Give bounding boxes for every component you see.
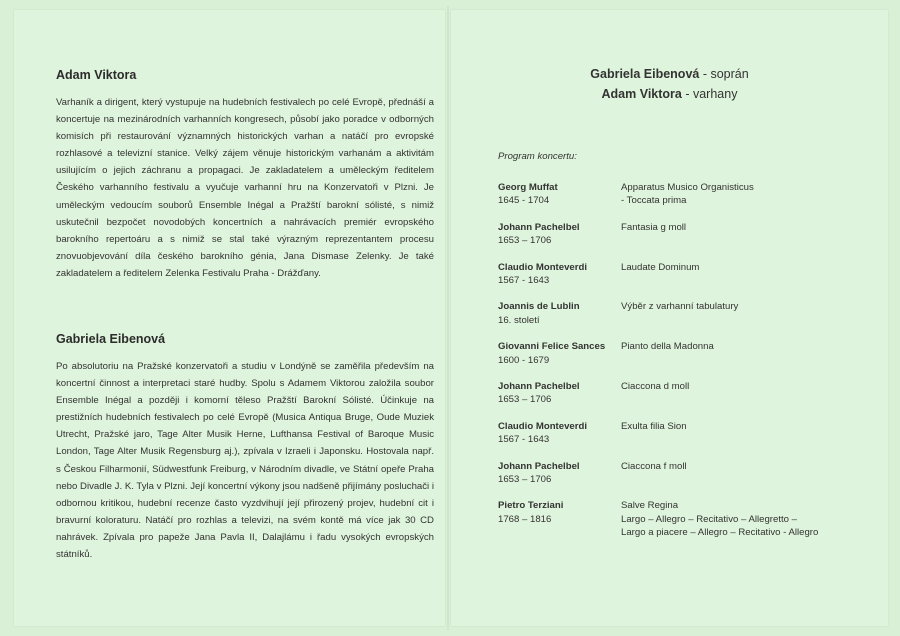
work-title-line: Salve Regina — [621, 500, 679, 512]
composer-years: 1645 - 1704 — [498, 195, 550, 207]
performer-line — [451, 64, 888, 84]
program-composer — [498, 181, 621, 221]
bio-text: Po absolutoriu na Pražské konzervatoři a studiu v Londýně se zaměřila především na koncertní činnost a interpretaci staré hudby. Spolu s Adamem Viktorou založila soubor Ensemble Inégal a později i komorní těleso Pražští Barokní Sólisté. Účinkuje na prestižních hudebních festivalech po celé Evropě (Musica Antiqua Bruge, Oude Muziek Utrecht, Pražské jaro, Tage Alter Musik Herne, Lufthansa Festival of Baroque Music London, Tage Alter Musik Regensburg aj.), zpívala v Izraeli i Japonsku. Hostovala např. s Českou Filharmonií, Südwestfunk Freiburg, v Národním divadle, ve Státní opeře Praha nebo Divadle J. K. Tyla v Plzni. Její koncertní výkony jsou nadšeně přijímány posluchači i odbornou kritikou, hudební recenze často vyzdvihují její přirozený projev, hudební cit i bravurní koloraturu. Natáčí pro rozhlas a televizi, na svém kontě má více jak 30 CD nahrávek. Zpívala pro papeže Jana Pavla II, Dalajlámu i řadu vysokých evropských státníků. — [56, 361, 434, 561]
program-item — [498, 221, 878, 261]
composer-years: 16. století — [498, 314, 540, 326]
composer-years: 1567 - 1643 — [498, 275, 550, 286]
work-title-line: Exulta filia Sion — [621, 420, 687, 432]
program-work — [621, 460, 878, 500]
program-label: Program koncertu: — [498, 151, 577, 162]
work-title-line: Výběr z varhanní tabulatury — [621, 301, 739, 313]
performer-name: Gabriela Eibenová — [590, 67, 700, 81]
work-title-line: Apparatus Musico Organisticus — [621, 182, 754, 193]
program-item — [498, 261, 878, 301]
composer-name: Johann Pachelbel — [498, 460, 580, 472]
work-title-line: Pianto della Madonna — [621, 341, 714, 353]
composer-name: Giovanni Felice Sances — [498, 341, 606, 353]
program-item — [498, 181, 878, 221]
program-item — [498, 420, 878, 460]
composer-name: Georg Muffat — [498, 182, 558, 193]
program-work — [621, 181, 878, 221]
composer-years: 1653 – 1706 — [498, 235, 552, 247]
program-work — [621, 380, 878, 420]
program-item — [498, 460, 878, 500]
composer-name: Claudio Monteverdi — [498, 261, 588, 273]
composer-years: 1600 - 1679 — [498, 354, 550, 366]
program-composer — [498, 261, 621, 301]
performer-name: Adam Viktora — [601, 87, 682, 101]
program-item — [498, 499, 878, 539]
right-page — [451, 10, 888, 626]
composer-years: 1653 – 1706 — [498, 394, 552, 406]
work-title-line: Largo – Allegro – Recitativo – Allegretto – — [621, 513, 797, 525]
performer-role: - varhany — [681, 87, 738, 101]
program-composer — [498, 340, 621, 380]
composer-name: Johann Pachelbel — [498, 380, 580, 392]
program-list — [498, 181, 878, 539]
bio-heading: Gabriela Eibenová — [56, 332, 166, 346]
composer-years: 1653 – 1706 — [498, 473, 552, 485]
program-item — [498, 380, 878, 420]
bio-text: Varhaník a dirigent, který vystupuje na hudebních festivalech po celé Evropě, přednáší a koncertuje na mezinárodních varhanních kongresech, působí jako poradce v odborných komisích při restaurování významných historických varhan a natáčí pro evropské rozhlasové a televizní stanice. Velký zájem věnuje historickým varhanám a aktivitám usilujícím o jejich záchranu a propagaci. Je zakladatelem a uměleckým ředitelem Českého varhanního festivalu a vyučuje varhanní hru na Konzervatoři v Plzni. Je uměleckým vedoucím souborů Ensemble Inégal a Pražští barokní sólisté, s nimiž uskutečnil bezpočet novodobých koncertních a nahrávacích premiér evropského barokního repertoáru a s nimiž se stal také výrazným reprezentantem procesu znovuobjevování díla českého barokního génia, Jana Dismase Zelenky. Je také zakladatelem a ředitelem Zelenka Festivalu Praha - Drážďany. — [56, 97, 434, 279]
program-work — [621, 420, 878, 460]
left-page — [14, 10, 445, 626]
bio-gabriela-eibenova — [56, 332, 434, 563]
program-work — [621, 340, 878, 380]
composer-name: Johann Pachelbel — [498, 221, 580, 233]
program-item — [498, 300, 878, 340]
program-composer — [498, 460, 621, 500]
work-title-line: - Toccata prima — [621, 195, 687, 207]
performer-role: - soprán — [699, 67, 749, 81]
work-title-line: Fantasia g moll — [621, 221, 687, 233]
work-title-line: Laudate Dominum — [621, 261, 700, 273]
program-composer — [498, 221, 621, 261]
bio-heading: Adam Viktora — [56, 68, 137, 82]
composer-years: 1768 – 1816 — [498, 513, 552, 525]
work-title-line: Largo a piacere – Allegro – Recitativo - Allegro — [621, 527, 819, 539]
program-composer — [498, 420, 621, 460]
bio-adam-viktora — [56, 68, 434, 282]
composer-name: Joannis de Lublin — [498, 301, 580, 313]
program-work — [621, 261, 878, 301]
program-work — [621, 221, 878, 261]
program-composer — [498, 380, 621, 420]
program-work — [621, 300, 878, 340]
program-work — [621, 499, 878, 539]
composer-name: Claudio Monteverdi — [498, 420, 588, 432]
composer-name: Pietro Terziani — [498, 500, 564, 512]
program-composer — [498, 499, 621, 539]
composer-years: 1567 - 1643 — [498, 434, 550, 446]
program-item — [498, 340, 878, 380]
work-title-line: Ciaccona d moll — [621, 380, 690, 392]
work-title-line: Ciaccona f moll — [621, 460, 687, 472]
program-composer — [498, 300, 621, 340]
page-fold — [447, 6, 449, 630]
performer-line — [451, 84, 888, 104]
